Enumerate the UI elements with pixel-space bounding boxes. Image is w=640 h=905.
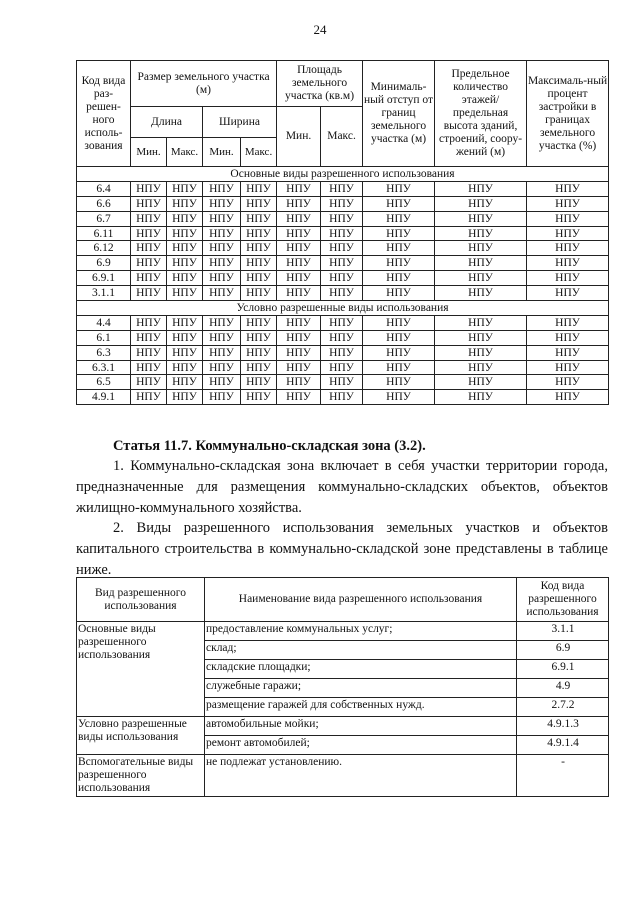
header-length-max: Макс. [167,138,203,167]
row-value: НПУ [321,211,363,226]
row-value: НПУ [321,256,363,271]
row-value: НПУ [241,286,277,301]
row-value: НПУ [241,196,277,211]
row-value: НПУ [241,271,277,286]
section-row [77,301,609,316]
row-value: НПУ [321,271,363,286]
header-area-min: Мин. [277,107,321,167]
row-value: НПУ [131,196,167,211]
row-value: НПУ [241,181,277,196]
row-value: НПУ [241,360,277,375]
use-group-label: Основные виды разрешенного использования [77,622,205,717]
row-value: НПУ [435,360,527,375]
table-row [77,375,609,390]
row-value: НПУ [363,196,435,211]
row-value: НПУ [527,211,609,226]
article-heading: Статья 11.7. Коммунально-складская зона (3.2). [113,438,426,454]
header-use-code: Код вида разрешенного использования [517,578,609,622]
use-name: складские площадки; [205,660,517,679]
table-row [77,330,609,345]
row-value: НПУ [527,181,609,196]
row-value: НПУ [131,256,167,271]
table-row [77,717,609,736]
use-name: служебные гаражи; [205,679,517,698]
row-code: 3.1.1 [77,286,131,301]
row-value: НПУ [203,330,241,345]
row-value: НПУ [131,211,167,226]
row-value: НПУ [167,345,203,360]
use-code: 4.9.1.3 [517,717,609,736]
row-value: НПУ [203,345,241,360]
row-code: 6.4 [77,181,131,196]
row-value: НПУ [435,226,527,241]
table-row [77,360,609,375]
row-value: НПУ [363,345,435,360]
row-code: 6.5 [77,375,131,390]
use-name: размещение гаражей для собственных нужд. [205,698,517,717]
row-value: НПУ [321,330,363,345]
table-row [77,345,609,360]
row-value: НПУ [527,330,609,345]
table-row [77,271,609,286]
use-code: 6.9.1 [517,660,609,679]
table-row [77,226,609,241]
row-value: НПУ [277,196,321,211]
row-value: НПУ [363,226,435,241]
row-value: НПУ [131,390,167,405]
row-value: НПУ [435,271,527,286]
row-value: НПУ [203,196,241,211]
row-value: НПУ [167,271,203,286]
header-area-max: Макс. [321,107,363,167]
row-value: НПУ [203,211,241,226]
header-size: Размер земельного участка (м) [131,61,277,107]
row-value: НПУ [321,390,363,405]
use-group-label: Вспомогательные виды разрешенного использования [77,755,205,797]
row-value: НПУ [131,315,167,330]
use-name: автомобильные мойки; [205,717,517,736]
header-use-name: Наименование вида разрешенного использования [205,578,517,622]
table-row [77,256,609,271]
row-value: НПУ [277,241,321,256]
row-value: НПУ [203,375,241,390]
row-value: НПУ [203,256,241,271]
row-value: НПУ [131,360,167,375]
row-value: НПУ [363,286,435,301]
header-code: Код вида раз-решен-ного исполь-зования [77,61,131,167]
section-title: Условно разрешенные виды использования [77,301,609,316]
row-value: НПУ [527,390,609,405]
row-value: НПУ [167,390,203,405]
row-code: 4.9.1 [77,390,131,405]
row-value: НПУ [527,360,609,375]
row-value: НПУ [167,241,203,256]
row-value: НПУ [131,271,167,286]
row-value: НПУ [527,375,609,390]
row-value: НПУ [241,211,277,226]
header-width-min: Мин. [203,138,241,167]
use-code: 6.9 [517,641,609,660]
row-value: НПУ [435,345,527,360]
row-value: НПУ [277,375,321,390]
row-code: 6.9.1 [77,271,131,286]
row-value: НПУ [321,345,363,360]
row-value: НПУ [527,196,609,211]
row-value: НПУ [241,256,277,271]
row-value: НПУ [241,226,277,241]
row-value: НПУ [435,241,527,256]
row-value: НПУ [435,256,527,271]
row-value: НПУ [527,286,609,301]
page-number: 24 [313,22,327,37]
row-code: 6.3 [77,345,131,360]
row-code: 6.1 [77,330,131,345]
row-value: НПУ [277,286,321,301]
table-row [77,181,609,196]
row-value: НПУ [277,345,321,360]
row-value: НПУ [527,315,609,330]
use-code: 4.9.1.4 [517,736,609,755]
row-value: НПУ [131,286,167,301]
row-value: НПУ [363,360,435,375]
header-length: Длина [131,107,203,138]
use-code: - [517,755,609,797]
row-value: НПУ [321,241,363,256]
row-value: НПУ [167,375,203,390]
row-value: НПУ [241,315,277,330]
table-row [77,390,609,405]
row-value: НПУ [527,226,609,241]
use-name: предоставление коммунальных услуг; [205,622,517,641]
row-value: НПУ [167,181,203,196]
row-code: 6.6 [77,196,131,211]
row-value: НПУ [435,330,527,345]
row-value: НПУ [363,315,435,330]
row-value: НПУ [167,330,203,345]
row-value: НПУ [435,390,527,405]
header-floors: Предельное количество этажей/ предельная высота зданий, строений, соору-жений (м) [435,61,527,167]
row-value: НПУ [363,330,435,345]
row-value: НПУ [167,196,203,211]
article-paragraph-2: 2. Виды разрешенного использования земельных участков и объектов капитального строительства в коммунально-складской зоне представлены в таблице ниже. [76,520,608,578]
row-value: НПУ [277,330,321,345]
row-value: НПУ [203,390,241,405]
row-value: НПУ [203,315,241,330]
row-value: НПУ [321,226,363,241]
table-row [77,211,609,226]
row-value: НПУ [277,271,321,286]
row-value: НПУ [363,375,435,390]
row-code: 6.12 [77,241,131,256]
row-value: НПУ [321,181,363,196]
section-row [77,167,609,182]
row-value: НПУ [321,375,363,390]
row-value: НПУ [203,226,241,241]
header-length-min: Мин. [131,138,167,167]
row-code: 6.11 [77,226,131,241]
row-value: НПУ [277,315,321,330]
table-row [77,755,609,797]
use-code: 4.9 [517,679,609,698]
row-value: НПУ [435,315,527,330]
header-width-max: Макс. [241,138,277,167]
row-value: НПУ [203,181,241,196]
row-value: НПУ [527,256,609,271]
use-name: не подлежат установлению. [205,755,517,797]
row-code: 6.9 [77,256,131,271]
row-value: НПУ [435,181,527,196]
use-group-label: Условно разрешенные виды использования [77,717,205,755]
row-code: 4.4 [77,315,131,330]
use-code: 3.1.1 [517,622,609,641]
row-value: НПУ [241,390,277,405]
header-area: Площадь земельного участка (кв.м) [277,61,363,107]
row-value: НПУ [203,241,241,256]
row-code: 6.7 [77,211,131,226]
row-value: НПУ [435,286,527,301]
row-value: НПУ [241,241,277,256]
table-row [77,196,609,211]
row-code: 6.3.1 [77,360,131,375]
row-value: НПУ [167,315,203,330]
section-title: Основные виды разрешенного использования [77,167,609,182]
header-use-kind: Вид разрешенного использования [77,578,205,622]
row-value: НПУ [131,241,167,256]
row-value: НПУ [527,345,609,360]
row-value: НПУ [203,271,241,286]
row-value: НПУ [277,360,321,375]
row-value: НПУ [241,375,277,390]
row-value: НПУ [321,315,363,330]
table-row [77,315,609,330]
row-value: НПУ [435,375,527,390]
row-value: НПУ [167,211,203,226]
row-value: НПУ [277,256,321,271]
row-value: НПУ [363,241,435,256]
use-name: склад; [205,641,517,660]
land-parameters-table [76,60,609,405]
row-value: НПУ [241,345,277,360]
row-value: НПУ [277,226,321,241]
row-value: НПУ [277,390,321,405]
row-value: НПУ [363,390,435,405]
row-value: НПУ [435,211,527,226]
row-value: НПУ [241,330,277,345]
row-value: НПУ [527,241,609,256]
row-value: НПУ [363,256,435,271]
row-value: НПУ [131,375,167,390]
row-value: НПУ [321,196,363,211]
row-value: НПУ [167,360,203,375]
header-width: Ширина [203,107,277,138]
row-value: НПУ [131,330,167,345]
use-code: 2.7.2 [517,698,609,717]
table-row [77,286,609,301]
row-value: НПУ [167,226,203,241]
header-coverage: Максималь-ный процент застройки в границах земельного участка (%) [527,61,609,167]
row-value: НПУ [363,181,435,196]
permitted-uses-table [76,577,609,797]
row-value: НПУ [131,345,167,360]
row-value: НПУ [277,181,321,196]
row-value: НПУ [321,286,363,301]
use-name: ремонт автомобилей; [205,736,517,755]
row-value: НПУ [203,286,241,301]
row-value: НПУ [363,271,435,286]
row-value: НПУ [527,271,609,286]
table-row [77,241,609,256]
row-value: НПУ [167,256,203,271]
table-row [77,622,609,641]
row-value: НПУ [131,181,167,196]
row-value: НПУ [203,360,241,375]
row-value: НПУ [277,211,321,226]
row-value: НПУ [363,211,435,226]
article-paragraph-1: 1. Коммунально-складская зона включает в себя участки территории города, предназначенные для размещения коммунально-складских объектов, объектов жилищно-коммунального хозяйства. [76,458,608,516]
row-value: НПУ [435,196,527,211]
header-setback: Минималь-ный отступ от границ земельного участка (м) [363,61,435,167]
row-value: НПУ [131,226,167,241]
row-value: НПУ [321,360,363,375]
row-value: НПУ [167,286,203,301]
